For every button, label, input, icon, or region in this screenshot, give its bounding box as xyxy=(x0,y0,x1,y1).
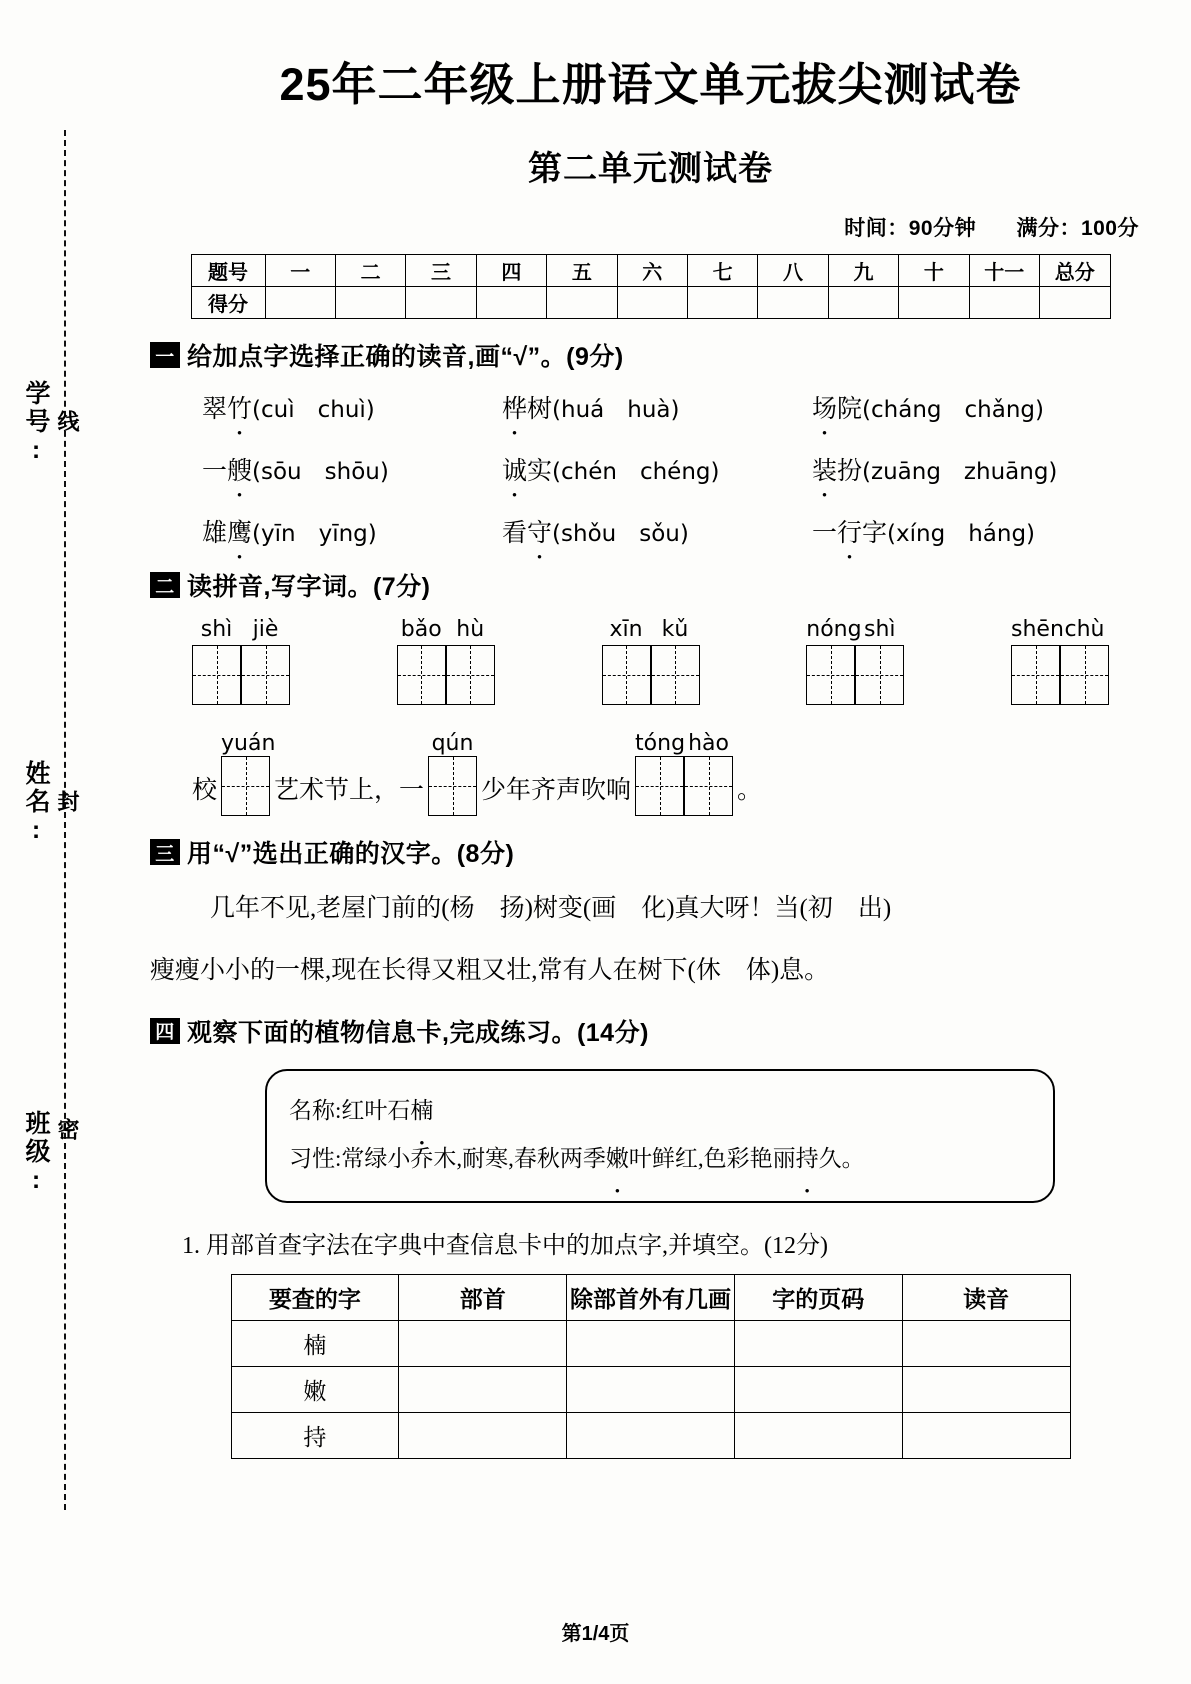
lookup-page-input[interactable] xyxy=(734,1321,902,1367)
seal-char-feng: 封 xyxy=(55,790,80,812)
section-4-heading xyxy=(150,1013,1151,1049)
writing-cell[interactable] xyxy=(1011,645,1060,705)
dotted-char: 鹰 xyxy=(227,520,253,547)
writing-cell[interactable] xyxy=(806,645,855,705)
inline-word-grid xyxy=(428,731,477,816)
inline-word-grid xyxy=(635,731,733,816)
exam-sheet xyxy=(110,0,1191,1684)
word-prefix: 翠 xyxy=(202,396,228,423)
pinyin-options[interactable]: (shǒu sǒu) xyxy=(552,521,689,547)
pinyin-syllable: tóng xyxy=(635,731,686,756)
score-input-4[interactable] xyxy=(476,287,546,319)
score-col-6: 六 xyxy=(617,255,687,287)
section-1-number: 一 xyxy=(150,342,180,368)
pinyin-hint xyxy=(1011,617,1109,642)
plant-habit-text: 久。 xyxy=(818,1145,865,1171)
time-limit: 时间：90分钟 xyxy=(844,217,977,240)
pinyin-syllable: hù xyxy=(456,617,485,642)
pinyin-options[interactable]: (xíng háng) xyxy=(887,521,1036,547)
word-prefix: 一 xyxy=(812,520,838,547)
lookup-char: 嫩 xyxy=(231,1367,399,1413)
lookup-strokes-input[interactable] xyxy=(567,1413,735,1459)
score-col-11: 十一 xyxy=(969,255,1039,287)
word-suffix: 实 xyxy=(527,458,553,485)
column-header-page: 字的页码 xyxy=(734,1275,902,1321)
word-grid-group xyxy=(192,617,290,705)
class-label: 班级: xyxy=(22,1110,50,1197)
page-title: 25年二年级上册语文单元拔尖测试卷 xyxy=(279,59,1022,110)
seal-char-xian: 线 xyxy=(55,410,80,432)
lookup-radical-input[interactable] xyxy=(399,1321,567,1367)
pinyin-syllable: nóng xyxy=(806,617,862,642)
pinyin-syllable: yuán xyxy=(221,731,276,756)
column-header-char: 要查的字 xyxy=(231,1275,399,1321)
section-4-number: 四 xyxy=(150,1018,180,1044)
sentence-segment: 校 xyxy=(192,777,218,804)
score-row-label-1: 得分 xyxy=(191,287,265,319)
section-4-sub-question: 1. 用部首查字法在字典中查信息卡中的加点字,并填空。(12分) xyxy=(182,1233,828,1260)
score-input-11[interactable] xyxy=(969,287,1039,319)
writing-cell[interactable] xyxy=(651,645,700,705)
score-table xyxy=(191,254,1111,319)
pinyin-choice-item[interactable] xyxy=(812,513,1151,549)
lookup-char: 持 xyxy=(231,1413,399,1459)
pinyin-options[interactable]: (chén chéng) xyxy=(552,459,720,485)
writing-cell[interactable] xyxy=(684,756,733,816)
tianzige-row xyxy=(150,617,1151,705)
score-table-header-row xyxy=(191,255,1110,287)
dotted-char: 诚 xyxy=(502,458,528,485)
score-col-2: 二 xyxy=(335,255,405,287)
pinyin-hint xyxy=(602,617,700,642)
pinyin-options[interactable]: (sōu shōu) xyxy=(252,459,389,485)
word-suffix: 扮 xyxy=(837,458,863,485)
word-grid-group xyxy=(602,617,700,705)
word-prefix: 一 xyxy=(202,458,228,485)
section-2-heading xyxy=(150,567,1151,603)
lookup-reading-input[interactable] xyxy=(902,1413,1070,1459)
score-table-input-row xyxy=(191,287,1110,319)
section-3-number: 三 xyxy=(150,839,180,865)
dotted-char: 艘 xyxy=(227,458,253,485)
word-suffix: 字 xyxy=(862,520,888,547)
perforation-dashed-line xyxy=(64,130,66,1510)
total-points: 满分：100分 xyxy=(1016,217,1139,240)
score-input-3[interactable] xyxy=(406,287,476,319)
writing-cell[interactable] xyxy=(855,645,904,705)
writing-cell[interactable] xyxy=(446,645,495,705)
score-input-10[interactable] xyxy=(899,287,969,319)
dotted-char: 场 xyxy=(812,396,838,423)
sentence-segment: 艺术节上，一 xyxy=(274,777,425,804)
table-row xyxy=(231,1321,1070,1367)
word-prefix: 看 xyxy=(502,520,528,547)
writing-cell[interactable] xyxy=(221,756,270,816)
pinyin-choice-item[interactable] xyxy=(502,389,812,425)
score-input-1[interactable] xyxy=(265,287,335,319)
fill-in-sentence xyxy=(150,731,1151,816)
section-1-heading xyxy=(150,337,1151,373)
section-3-line-1[interactable]: 几年不见,老屋门前的(杨 扬)树变(画 化)真大呀！当(初 出) xyxy=(210,895,892,922)
dotted-char: 行 xyxy=(837,520,863,547)
pinyin-syllable: hào xyxy=(688,731,729,756)
plant-name-value: 红叶石 xyxy=(341,1097,411,1123)
score-col-total: 总分 xyxy=(1039,255,1110,287)
section-3-line-2[interactable]: 瘦瘦小小的一棵,现在长得又粗又壮,常有人在树下(休 体)息。 xyxy=(150,957,830,985)
exam-meta xyxy=(150,212,1151,242)
pinyin-options[interactable]: (cháng chǎng) xyxy=(862,397,1044,423)
plant-habit-label: 习性: xyxy=(289,1145,342,1171)
student-id-label: 学号: xyxy=(22,380,50,467)
lookup-radical-input[interactable] xyxy=(399,1413,567,1459)
word-grid-group xyxy=(397,617,495,705)
page-subtitle: 第二单元测试卷 xyxy=(528,150,773,188)
plant-habit-row xyxy=(289,1135,1031,1183)
table-header-row xyxy=(231,1275,1070,1321)
writing-cell[interactable] xyxy=(635,756,684,816)
word-suffix: 院 xyxy=(837,396,863,423)
pinyin-syllable: chù xyxy=(1064,617,1105,642)
pinyin-hint xyxy=(397,617,495,642)
lookup-radical-input[interactable] xyxy=(399,1367,567,1413)
score-input-8[interactable] xyxy=(758,287,828,319)
writing-cell[interactable] xyxy=(602,645,651,705)
pinyin-hint xyxy=(428,731,477,756)
dotted-char: 竹 xyxy=(227,396,253,423)
score-col-10: 十 xyxy=(899,255,969,287)
dotted-char: 持 xyxy=(795,1145,819,1171)
lookup-page-input[interactable] xyxy=(734,1413,902,1459)
pinyin-choice-item[interactable] xyxy=(202,389,502,425)
writing-cell[interactable] xyxy=(192,645,241,705)
pinyin-syllable: bǎo xyxy=(400,617,442,642)
lookup-strokes-input[interactable] xyxy=(567,1321,735,1367)
pinyin-hint xyxy=(806,617,904,642)
column-header-reading: 读音 xyxy=(902,1275,1070,1321)
writing-cell[interactable] xyxy=(241,645,290,705)
section-2-number: 二 xyxy=(150,572,180,598)
pinyin-syllable: shì xyxy=(863,617,896,642)
dictionary-lookup-table xyxy=(231,1274,1071,1459)
column-header-radical: 部首 xyxy=(399,1275,567,1321)
score-col-4: 四 xyxy=(476,255,546,287)
pinyin-choice-item[interactable] xyxy=(812,389,1151,425)
seal-char-mi: 密 xyxy=(55,1118,80,1140)
word-grid-group xyxy=(806,617,904,705)
writing-cell[interactable] xyxy=(428,756,477,816)
pinyin-syllable: qún xyxy=(431,731,474,756)
plant-name-label: 名称: xyxy=(289,1097,342,1123)
section-1-items xyxy=(150,389,1151,549)
score-input-5[interactable] xyxy=(547,287,617,319)
score-input-2[interactable] xyxy=(335,287,405,319)
score-col-9: 九 xyxy=(828,255,898,287)
pinyin-options[interactable]: (cuì chuì) xyxy=(252,397,375,423)
pinyin-hint xyxy=(635,731,733,756)
lookup-char: 楠 xyxy=(231,1321,399,1367)
score-col-5: 五 xyxy=(547,255,617,287)
score-input-9[interactable] xyxy=(828,287,898,319)
pinyin-choice-item[interactable] xyxy=(502,513,812,549)
plant-habit-text: 叶鲜红,色彩艳丽 xyxy=(628,1145,796,1171)
lookup-reading-input[interactable] xyxy=(902,1367,1070,1413)
page-footer: 第1/4页 xyxy=(561,1623,630,1645)
pinyin-choice-item[interactable] xyxy=(502,451,812,487)
pinyin-syllable: jiè xyxy=(252,617,279,642)
dotted-char: 楠 xyxy=(410,1097,434,1123)
score-input-6[interactable] xyxy=(617,287,687,319)
sentence-segment: 少年齐声吹响 xyxy=(481,777,632,804)
pinyin-options[interactable]: (zuāng zhuāng) xyxy=(862,459,1058,485)
dotted-char: 嫩 xyxy=(605,1145,629,1171)
score-col-1: 一 xyxy=(265,255,335,287)
pinyin-choice-item[interactable] xyxy=(202,513,502,549)
section-4-title: 观察下面的植物信息卡,完成练习。(14分) xyxy=(187,1018,649,1047)
dotted-char: 守 xyxy=(527,520,553,547)
writing-cell[interactable] xyxy=(397,645,446,705)
plant-info-card xyxy=(265,1069,1055,1204)
lookup-reading-input[interactable] xyxy=(902,1321,1070,1367)
dotted-char: 桦 xyxy=(502,396,528,423)
pinyin-syllable: kǔ xyxy=(661,617,689,642)
pinyin-options[interactable]: (huá huà) xyxy=(552,397,680,423)
column-header-strokes: 除部首外有几画 xyxy=(567,1275,735,1321)
word-suffix: 树 xyxy=(527,396,553,423)
lookup-strokes-input[interactable] xyxy=(567,1367,735,1413)
word-grid-group xyxy=(1011,617,1109,705)
pinyin-hint xyxy=(192,617,290,642)
pinyin-syllable: xīn xyxy=(609,617,643,642)
pinyin-syllable: shì xyxy=(200,617,233,642)
pinyin-syllable: shēn xyxy=(1011,617,1064,642)
dotted-char: 装 xyxy=(812,458,838,485)
word-prefix: 雄 xyxy=(202,520,228,547)
score-input-total[interactable] xyxy=(1039,287,1110,319)
score-col-8: 八 xyxy=(758,255,828,287)
section-3-title: 用“√”选出正确的汉字。(8分) xyxy=(187,840,515,868)
table-row xyxy=(231,1413,1070,1459)
sentence-segment: 。 xyxy=(737,777,763,804)
section-3-heading xyxy=(150,834,1151,870)
pinyin-options[interactable]: (yīn yīng) xyxy=(252,521,377,547)
score-col-7: 七 xyxy=(687,255,757,287)
writing-cell[interactable] xyxy=(1060,645,1109,705)
inline-word-grid xyxy=(221,731,276,816)
binding-margin xyxy=(0,0,110,1684)
student-name-label: 姓名: xyxy=(22,760,50,847)
pinyin-hint xyxy=(221,731,276,756)
score-col-3: 三 xyxy=(406,255,476,287)
section-2-title: 读拼音,写字词。(7分) xyxy=(187,573,431,601)
pinyin-choice-item[interactable] xyxy=(202,451,502,487)
plant-habit-text: 常绿小乔木,耐寒,春秋两季 xyxy=(341,1145,606,1171)
pinyin-choice-item[interactable] xyxy=(812,451,1151,487)
plant-name-row xyxy=(289,1087,1031,1135)
lookup-page-input[interactable] xyxy=(734,1367,902,1413)
score-row-label-0: 题号 xyxy=(191,255,265,287)
table-row xyxy=(231,1367,1070,1413)
score-input-7[interactable] xyxy=(687,287,757,319)
section-1-title: 给加点字选择正确的读音,画“√”。(9分) xyxy=(187,343,624,371)
